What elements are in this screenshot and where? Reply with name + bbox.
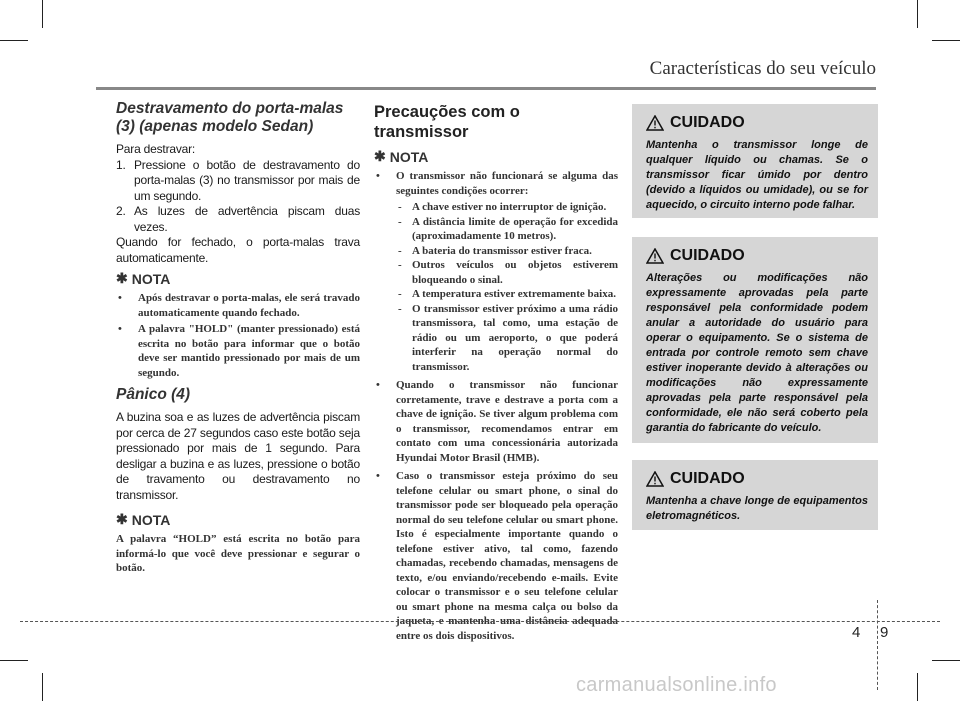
section-heading-trunk-unlock: Destravamento do porta-malas (3) (apenas modelo Sedan) <box>116 100 344 135</box>
sub-list-item <box>398 287 618 302</box>
nota-heading <box>116 511 360 528</box>
warning-triangle-icon <box>646 471 664 487</box>
nota-heading <box>116 270 360 287</box>
list-item <box>116 322 360 380</box>
crop-mark <box>0 660 28 661</box>
column-middle <box>374 100 618 645</box>
header-rule <box>96 87 876 90</box>
caution-box <box>632 237 878 443</box>
caution-text: Alterações ou modificações não expressamente aprovadas pela parte responsável pela conformidade podem anular a autoridade do usuário para operar o equipamento. Se o sistema de entrada por controle remoto sem chave estiver inoperante devido à alterações ou modificações não expressamente aprovadas pela parte responsável pela conformidade, ele não será coberto pela garantia do fabricante do veículo. <box>646 272 868 434</box>
bullet-text: Caso o transmissor esteja próximo do seu telefone celular ou smart phone, o sinal do transmissor pode ser bloqueado pela operação normal do seu telefone celular ou smart phone. Isto é especialmente importante quando o telefone estiver ativo, tal como, fazendo chamadas, recebendo chamadas, mensagens de texto, e/ou enviando/recebendo e-mails. Evite colocar o transmissor e o seu telefone celular ou smart phone na mesma calça ou bolso da jaqueta, e mantenha uma distância adequada entre os dois dispositivos. <box>396 470 618 642</box>
bullet-text: Após destravar o porta-malas, ele será travado automaticamente quando fechado. <box>138 292 360 319</box>
page-header-title: Características do seu veículo <box>649 58 876 79</box>
trunk-unlock-body <box>116 142 360 266</box>
crop-mark <box>42 673 43 701</box>
section-heading-panic: Pânico (4) <box>116 386 191 403</box>
crop-mark <box>932 660 960 661</box>
closing-text: Quando for fechado, o porta-malas trava automaticamente. <box>116 235 360 265</box>
crop-mark <box>42 0 43 28</box>
bullet-icon: • <box>118 292 122 304</box>
bullet-text: O transmissor não funcionará se alguma das seguintes condições ocorrer: <box>396 170 618 197</box>
caution-title <box>646 470 868 488</box>
dash-icon: - <box>398 244 402 257</box>
sub-item-text: A distância limite de operação for excedida (aproximadamente 10 metros). <box>412 215 618 242</box>
panic-body <box>116 410 360 503</box>
bullet-icon: • <box>118 323 122 335</box>
caution-title-text: CUIDADO <box>670 114 745 131</box>
sub-item-text: Outros veículos ou objetos estiverem bloqueando o sinal. <box>412 259 618 286</box>
caution-title-text: CUIDADO <box>670 247 745 264</box>
step-number: 2. <box>116 204 126 218</box>
caution-text: Mantenha a chave longe de equipamentos eletromagnéticos. <box>646 495 868 522</box>
nota-text: A palavra “HOLD” está escrita no botão para informá-lo que você deve pressionar e segurar o botão. <box>116 533 360 574</box>
precautions-body <box>374 169 618 643</box>
panic-text: A buzina soa e as luzes de advertência piscam por cerca de 27 segundos caso este botão seja pressionado por mais de 1 segundo. Para desligar a buzina e as luzes, pressione o botão de travamento ou destravamento no transmissor. <box>116 410 360 502</box>
list-item <box>116 291 360 320</box>
bullet-icon: • <box>376 470 380 482</box>
caution-title-text: CUIDADO <box>670 470 745 487</box>
step-number: 1. <box>116 157 126 172</box>
caution-title <box>646 247 868 265</box>
sub-item-text: A temperatura estiver extremamente baixa. <box>412 288 616 300</box>
dash-icon: - <box>398 302 402 315</box>
caution-title <box>646 114 868 132</box>
sub-list-item <box>398 302 618 375</box>
nota-label: NOTA <box>131 270 171 287</box>
asterisk-icon: ✱ <box>374 148 386 164</box>
sub-item-text: A chave estiver no interruptor de ignição. <box>412 201 607 213</box>
bullet-text: A palavra "HOLD" (manter pressionado) está escrita no botão para informar que o botão deve ser mantido pressionado por mais de um segundo. <box>138 323 360 379</box>
bullet-text: Quando o transmissor não funcionar corretamente, trave e destrave a porta com a chave de ignição. Se tiver algum problema com o transmissor, recomendamos entrar em contato com uma concessionária autorizada Hyundai Motor Brasil (HMB). <box>396 379 618 464</box>
intro-text: Para destravar: <box>116 142 196 156</box>
sub-list-item <box>398 244 618 259</box>
caution-box <box>632 460 878 530</box>
crop-mark <box>0 40 28 41</box>
caution-box <box>632 104 878 218</box>
asterisk-icon: ✱ <box>116 511 128 527</box>
nota-label: NOTA <box>389 148 429 165</box>
sub-item-text: A bateria do transmissor estiver fraca. <box>412 244 592 257</box>
sub-list-item <box>398 200 618 215</box>
page-number-value: 9 <box>880 624 889 641</box>
chapter-number: 4 <box>852 624 861 641</box>
dash-icon: - <box>398 201 402 213</box>
list-item <box>374 169 618 198</box>
footer-vertical-dashed-rule <box>877 600 878 690</box>
bullet-icon: • <box>376 170 380 182</box>
nota-label: NOTA <box>131 511 171 528</box>
dash-icon: - <box>398 215 402 228</box>
warning-triangle-icon <box>646 115 664 131</box>
asterisk-icon: ✱ <box>116 270 128 286</box>
sub-item-text: O transmissor estiver próximo a uma rádio transmissora, tal como, uma estação de rádio ou um aeroporto, o que poderá interferir na operação normal do transmissor. <box>412 302 618 373</box>
crop-mark <box>917 0 918 28</box>
step-text: Pressione o botão de destravamento do porta-malas (3) no transmissor por mais de um segundo. <box>134 157 360 203</box>
crop-mark <box>917 673 918 701</box>
list-item <box>374 469 618 643</box>
step-text: As luzes de advertência piscam duas vezes. <box>134 204 360 234</box>
crop-mark <box>932 40 960 41</box>
sub-list-item <box>398 258 618 287</box>
footer-dashed-rule <box>20 621 940 622</box>
dash-icon: - <box>398 259 402 271</box>
list-item <box>116 158 360 205</box>
column-left <box>116 100 360 576</box>
bullet-icon: • <box>376 379 380 391</box>
warning-triangle-icon <box>646 248 664 264</box>
list-item <box>116 204 360 235</box>
nota-body <box>116 291 360 380</box>
section-heading-precautions: Precauções com o transmissor <box>374 103 520 141</box>
nota-heading <box>374 148 618 165</box>
dash-icon: - <box>398 288 402 300</box>
list-item <box>374 378 618 465</box>
caution-text: Mantenha o transmissor longe de qualquer líquido ou chamas. Se o transmissor ficar úmido por dentro (devido a líquidos ou umidade), ou se for aquecido, o circuito interno pode falhar. <box>646 139 868 211</box>
watermark: carmanualsonline.info <box>576 674 777 696</box>
sub-list-item <box>398 215 618 244</box>
